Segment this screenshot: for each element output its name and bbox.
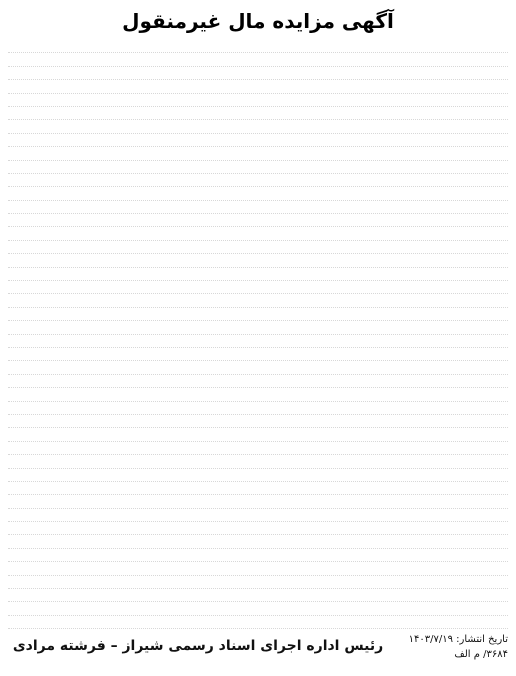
- placeholder-line: [8, 375, 508, 388]
- placeholder-line: [8, 549, 508, 562]
- placeholder-line: [8, 576, 508, 589]
- placeholder-line: [8, 67, 508, 80]
- publish-date: تاریخ انتشار: ۱۴۰۳/۷/۱۹: [408, 634, 508, 645]
- body-text-placeholder: [8, 40, 508, 634]
- reference-number: ۳۶۸۴/ م الف: [454, 649, 508, 660]
- placeholder-line: [8, 455, 508, 468]
- placeholder-line: [8, 53, 508, 66]
- placeholder-line: [8, 361, 508, 374]
- placeholder-line: [8, 602, 508, 615]
- placeholder-line: [8, 442, 508, 455]
- placeholder-line: [8, 80, 508, 93]
- placeholder-line: [8, 40, 508, 53]
- placeholder-line: [8, 388, 508, 401]
- placeholder-line: [8, 134, 508, 147]
- placeholder-line: [8, 482, 508, 495]
- placeholder-line: [8, 281, 508, 294]
- placeholder-line: [8, 254, 508, 267]
- placeholder-line: [8, 268, 508, 281]
- placeholder-line: [8, 509, 508, 522]
- notice-body: [8, 40, 508, 634]
- placeholder-line: [8, 308, 508, 321]
- placeholder-line: [8, 495, 508, 508]
- placeholder-line: [8, 187, 508, 200]
- signature-line: رئیس اداره اجرای اسناد رسمی شیراز – فرشته مرادی: [12, 638, 384, 654]
- placeholder-line: [8, 428, 508, 441]
- placeholder-line: [8, 535, 508, 548]
- placeholder-line: [8, 562, 508, 575]
- placeholder-line: [8, 161, 508, 174]
- placeholder-line: [8, 589, 508, 602]
- placeholder-line: [8, 107, 508, 120]
- placeholder-line: [8, 415, 508, 428]
- placeholder-line: [8, 348, 508, 361]
- placeholder-line: [8, 294, 508, 307]
- placeholder-line: [8, 174, 508, 187]
- notice-title: آگهی مزایده مال غیرمنقول: [122, 9, 394, 33]
- placeholder-line: [8, 227, 508, 240]
- placeholder-line: [8, 214, 508, 227]
- placeholder-line: [8, 522, 508, 535]
- placeholder-line: [8, 241, 508, 254]
- placeholder-line: [8, 469, 508, 482]
- placeholder-line: [8, 321, 508, 334]
- placeholder-line: [8, 616, 508, 629]
- placeholder-line: [8, 335, 508, 348]
- placeholder-line: [8, 402, 508, 415]
- publication-meta: [388, 632, 508, 662]
- placeholder-line: [8, 94, 508, 107]
- notice-footer: [8, 630, 508, 666]
- placeholder-line: [8, 120, 508, 133]
- placeholder-line: [8, 201, 508, 214]
- placeholder-line: [8, 147, 508, 160]
